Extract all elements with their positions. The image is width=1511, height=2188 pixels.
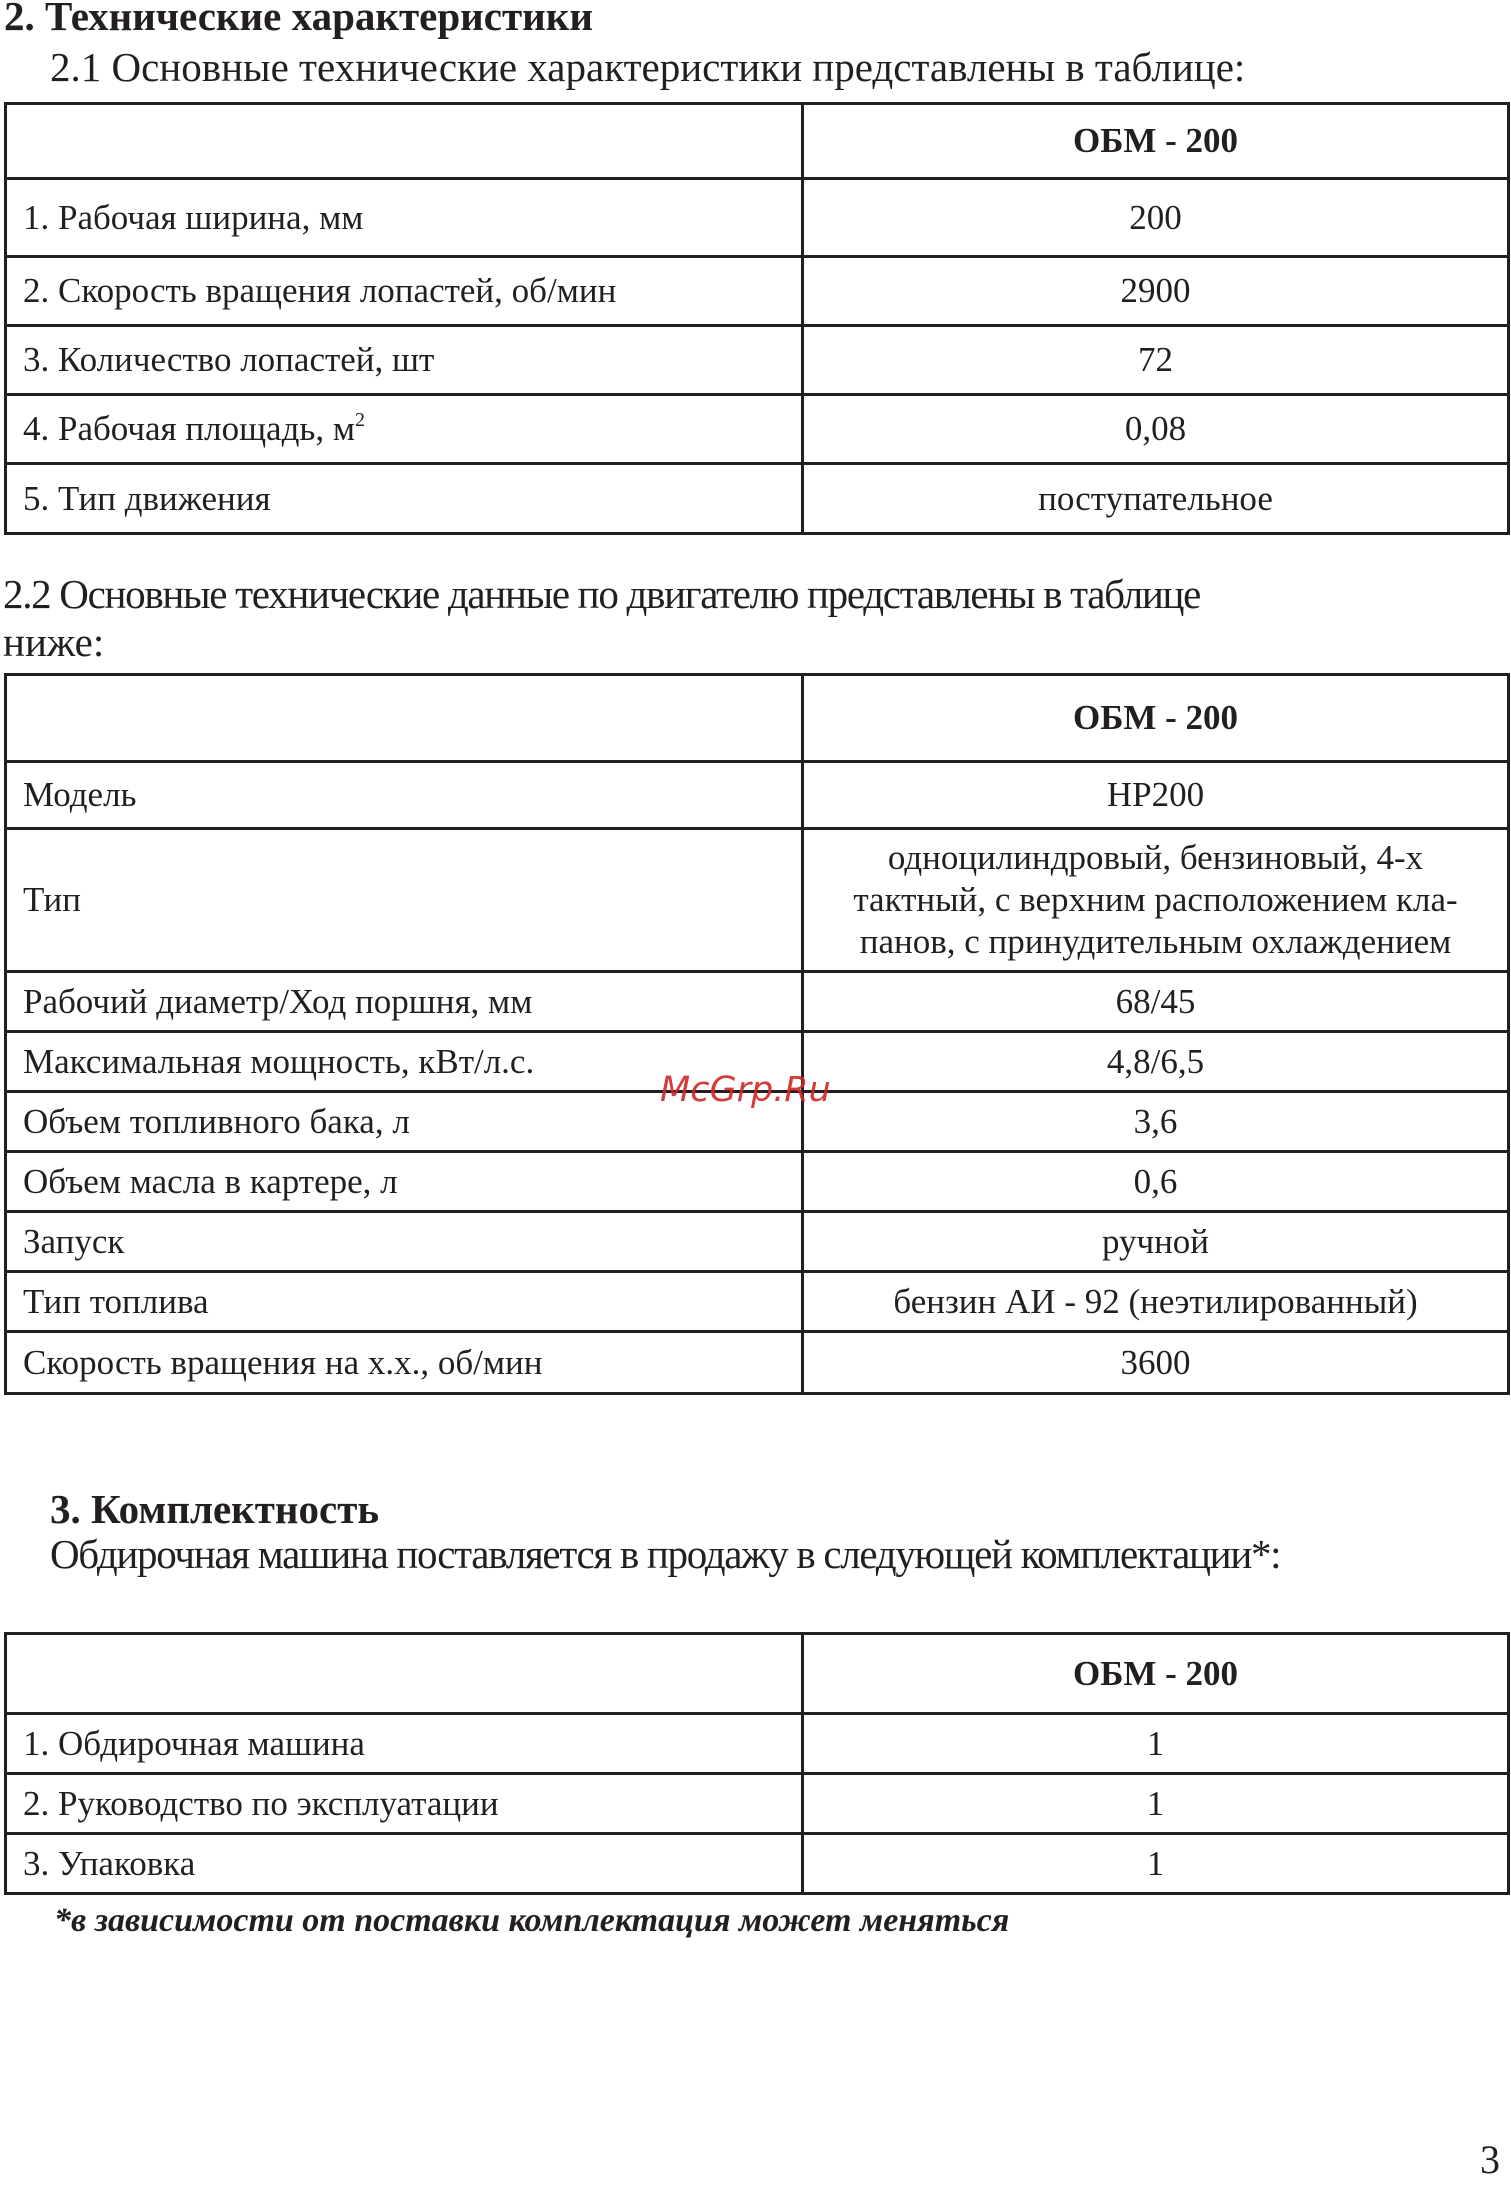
section-2-heading: 2. Технические характеристики [4, 0, 593, 39]
spec-label: 5. Тип движения [6, 464, 803, 534]
spec-value: 3,6 [803, 1092, 1509, 1152]
spec-label: Рабочий диаметр/Ход поршня, мм [6, 972, 803, 1032]
spec-value: HP200 [803, 762, 1509, 829]
item-label: 2. Руководство по эксплуатации [6, 1774, 803, 1834]
table-row [6, 179, 1509, 257]
spec-label: Скорость вращения на х.х., об/мин [6, 1332, 803, 1394]
item-quantity: 1 [803, 1774, 1509, 1834]
spec-value: 4,8/6,5 [803, 1032, 1509, 1092]
model-header-cell: ОБМ - 200 [803, 104, 1509, 179]
spec-label: Объем масла в картере, л [6, 1152, 803, 1212]
engine-specs-table [4, 673, 1510, 1395]
spec-label: 2. Скорость вращения лопастей, об/мин [6, 257, 803, 326]
package-contents-table [4, 1632, 1510, 1895]
spec-value: 200 [803, 179, 1509, 257]
page-number: 3 [1480, 2137, 1500, 2182]
table-row [6, 1272, 1509, 1332]
spec-label: 1. Рабочая ширина, мм [6, 179, 803, 257]
table-row [6, 1152, 1509, 1212]
spec-label [6, 395, 803, 464]
footnote: *в зависимости от поставки комплектация может меняться [54, 1902, 1010, 1939]
table-row [6, 762, 1509, 829]
spec-value: 72 [803, 326, 1509, 395]
table-row [6, 257, 1509, 326]
watermark-text: McGrp.Ru [660, 1070, 831, 1110]
table-row [6, 1332, 1509, 1394]
section-2-1-intro: 2.1 Основные технические характеристики представлены в таблице: [50, 44, 1246, 90]
superscript-two: 2 [355, 409, 365, 431]
spec-label: Объем топливного бака, л [6, 1092, 803, 1152]
section-3-intro: Обдирочная машина поставляется в продажу в следующей комплектации*: [50, 1531, 1281, 1577]
model-header-cell: ОБМ - 200 [803, 675, 1509, 762]
table-row [6, 1212, 1509, 1272]
table-row [6, 1714, 1509, 1774]
spec-label: Максимальная мощность, кВт/л.с. [6, 1032, 803, 1092]
model-header-cell: ОБМ - 200 [803, 1634, 1509, 1714]
table-row [6, 1834, 1509, 1894]
table-header-row [6, 675, 1509, 762]
spec-value: поступательное [803, 464, 1509, 534]
spec-value-line: панов, с принудительным охлаждением [859, 922, 1452, 961]
table-row [6, 326, 1509, 395]
table-row [6, 829, 1509, 972]
spec-value-line: тактный, с верхним расположением кла- [853, 880, 1458, 919]
spec-label-text: 4. Рабочая площадь, м [23, 409, 355, 448]
section-2-2-intro-line-2: ниже: [3, 619, 105, 665]
header-empty-cell [6, 675, 803, 762]
item-label: 1. Обдирочная машина [6, 1714, 803, 1774]
item-quantity: 1 [803, 1714, 1509, 1774]
spec-label: Тип топлива [6, 1272, 803, 1332]
header-empty-cell [6, 104, 803, 179]
spec-value: 68/45 [803, 972, 1509, 1032]
table-row [6, 972, 1509, 1032]
spec-value [803, 829, 1509, 972]
table-row [6, 464, 1509, 534]
section-3-heading: 3. Комплектность [50, 1486, 380, 1532]
table-header-row [6, 1634, 1509, 1714]
spec-label: Запуск [6, 1212, 803, 1272]
spec-value: бензин АИ - 92 (неэтилированный) [803, 1272, 1509, 1332]
spec-value: 0,6 [803, 1152, 1509, 1212]
table-header-row [6, 104, 1509, 179]
item-label: 3. Упаковка [6, 1834, 803, 1894]
spec-value: 3600 [803, 1332, 1509, 1394]
table-row [6, 1774, 1509, 1834]
main-specs-table [4, 102, 1510, 535]
section-2-2-intro-line-1: 2.2 Основные технические данные по двигателю представлены в таблице [3, 571, 1201, 617]
spec-label: 3. Количество лопастей, шт [6, 326, 803, 395]
header-empty-cell [6, 1634, 803, 1714]
spec-label: Модель [6, 762, 803, 829]
spec-value: 0,08 [803, 395, 1509, 464]
table-row [6, 395, 1509, 464]
spec-value: ручной [803, 1212, 1509, 1272]
spec-value-line: одноцилиндровый, бензиновый, 4-х [887, 838, 1424, 877]
item-quantity: 1 [803, 1834, 1509, 1894]
spec-label: Тип [6, 829, 803, 972]
spec-value: 2900 [803, 257, 1509, 326]
